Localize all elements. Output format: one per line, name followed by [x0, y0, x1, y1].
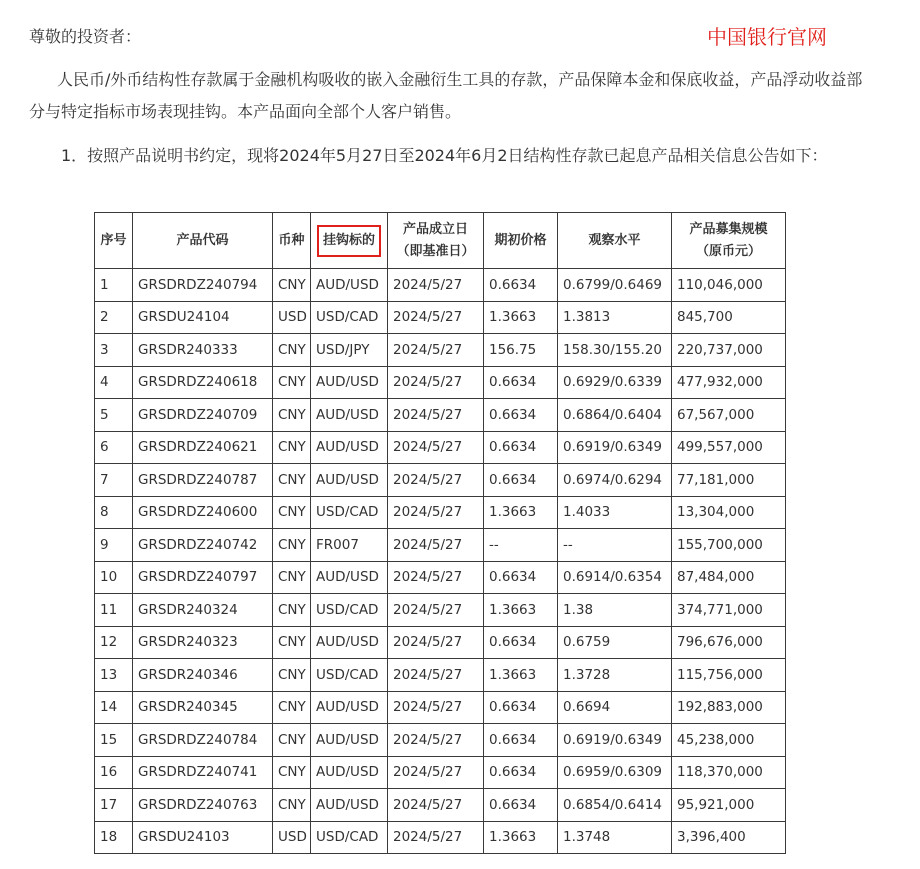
table-row — [95, 399, 786, 432]
table-body — [95, 269, 786, 854]
cell-underlying: USD/CAD — [311, 594, 388, 627]
cell-underlying: AUD/USD — [311, 269, 388, 302]
cell-underlying: AUD/USD — [311, 366, 388, 399]
table-row — [95, 334, 786, 367]
cell-scale: 110,046,000 — [672, 269, 786, 302]
cell-seq: 8 — [95, 496, 133, 529]
cell-initial-price: 0.6634 — [484, 431, 558, 464]
cell-seq: 5 — [95, 399, 133, 432]
cell-currency: CNY — [273, 756, 311, 789]
cell-initial-price: -- — [484, 529, 558, 562]
cell-observation: 0.6854/0.6414 — [558, 789, 672, 822]
cell-currency: CNY — [273, 366, 311, 399]
cell-scale: 845,700 — [672, 301, 786, 334]
cell-underlying: AUD/USD — [311, 399, 388, 432]
cell-observation: 0.6919/0.6349 — [558, 724, 672, 757]
cell-initial-price: 1.3663 — [484, 659, 558, 692]
cell-initial-price: 0.6634 — [484, 756, 558, 789]
cell-currency: CNY — [273, 431, 311, 464]
table-row — [95, 366, 786, 399]
cell-underlying: USD/JPY — [311, 334, 388, 367]
header-date-line2: （即基准日） — [396, 243, 475, 259]
cell-date: 2024/5/27 — [388, 594, 484, 627]
cell-code: GRSDU24104 — [133, 301, 273, 334]
cell-initial-price: 0.6634 — [484, 269, 558, 302]
header-currency: 币种 — [273, 213, 311, 269]
table-row — [95, 301, 786, 334]
cell-observation: 1.38 — [558, 594, 672, 627]
cell-observation: -- — [558, 529, 672, 562]
cell-code: GRSDRDZ240784 — [133, 724, 273, 757]
cell-date: 2024/5/27 — [388, 659, 484, 692]
greeting: 尊敬的投资者： — [29, 27, 142, 46]
cell-code: GRSDRDZ240787 — [133, 464, 273, 497]
cell-observation: 0.6694 — [558, 691, 672, 724]
header-scale-line1: 产品募集规模 — [689, 221, 768, 237]
header-scale-line2: （原币元） — [695, 243, 761, 259]
cell-observation: 158.30/155.20 — [558, 334, 672, 367]
header-code: 产品代码 — [133, 213, 273, 269]
cell-date: 2024/5/27 — [388, 269, 484, 302]
cell-underlying: AUD/USD — [311, 431, 388, 464]
cell-scale: 115,756,000 — [672, 659, 786, 692]
cell-scale: 3,396,400 — [672, 821, 786, 854]
cell-date: 2024/5/27 — [388, 399, 484, 432]
cell-date: 2024/5/27 — [388, 756, 484, 789]
cell-observation: 0.6864/0.6404 — [558, 399, 672, 432]
cell-initial-price: 1.3663 — [484, 496, 558, 529]
cell-currency: CNY — [273, 496, 311, 529]
cell-date: 2024/5/27 — [388, 691, 484, 724]
table-header-row — [95, 213, 786, 269]
cell-scale: 118,370,000 — [672, 756, 786, 789]
cell-observation: 0.6919/0.6349 — [558, 431, 672, 464]
cell-date: 2024/5/27 — [388, 561, 484, 594]
cell-currency: USD — [273, 821, 311, 854]
cell-code: GRSDR240333 — [133, 334, 273, 367]
cell-seq: 2 — [95, 301, 133, 334]
cell-observation: 0.6974/0.6294 — [558, 464, 672, 497]
notice-item-1: 1．按照产品说明书约定，现将2024年5月27日至2024年6月2日结构性存款已起息产品相关信息公告如下： — [61, 146, 828, 165]
cell-code: GRSDRDZ240741 — [133, 756, 273, 789]
cell-currency: CNY — [273, 269, 311, 302]
cell-underlying: AUD/USD — [311, 561, 388, 594]
header-seq: 序号 — [95, 213, 133, 269]
table-row — [95, 724, 786, 757]
table-row — [95, 594, 786, 627]
table-row — [95, 691, 786, 724]
cell-currency: CNY — [273, 659, 311, 692]
cell-seq: 13 — [95, 659, 133, 692]
cell-scale: 477,932,000 — [672, 366, 786, 399]
cell-currency: USD — [273, 301, 311, 334]
cell-underlying: AUD/USD — [311, 691, 388, 724]
highlight-box: 挂钩标的 — [317, 225, 381, 257]
cell-currency: CNY — [273, 691, 311, 724]
cell-code: GRSDRDZ240709 — [133, 399, 273, 432]
cell-date: 2024/5/27 — [388, 431, 484, 464]
cell-initial-price: 0.6634 — [484, 626, 558, 659]
header-observation: 观察水平 — [558, 213, 672, 269]
cell-date: 2024/5/27 — [388, 626, 484, 659]
cell-currency: CNY — [273, 561, 311, 594]
cell-initial-price: 0.6634 — [484, 724, 558, 757]
cell-date: 2024/5/27 — [388, 464, 484, 497]
header-underlying — [311, 213, 388, 269]
cell-currency: CNY — [273, 464, 311, 497]
cell-observation: 1.3728 — [558, 659, 672, 692]
cell-date: 2024/5/27 — [388, 789, 484, 822]
cell-scale: 67,567,000 — [672, 399, 786, 432]
cell-underlying: AUD/USD — [311, 789, 388, 822]
cell-initial-price: 156.75 — [484, 334, 558, 367]
cell-underlying: USD/CAD — [311, 301, 388, 334]
header-date-line1: 产品成立日 — [402, 221, 468, 237]
table-row — [95, 464, 786, 497]
cell-currency: CNY — [273, 334, 311, 367]
cell-seq: 16 — [95, 756, 133, 789]
cell-underlying: FR007 — [311, 529, 388, 562]
cell-date: 2024/5/27 — [388, 366, 484, 399]
cell-scale: 45,238,000 — [672, 724, 786, 757]
cell-date: 2024/5/27 — [388, 496, 484, 529]
cell-code: GRSDR240345 — [133, 691, 273, 724]
cell-code: GRSDR240324 — [133, 594, 273, 627]
table-row — [95, 269, 786, 302]
cell-seq: 17 — [95, 789, 133, 822]
cell-code: GRSDRDZ240794 — [133, 269, 273, 302]
cell-code: GRSDRDZ240742 — [133, 529, 273, 562]
cell-seq: 18 — [95, 821, 133, 854]
cell-observation: 1.3748 — [558, 821, 672, 854]
cell-scale: 796,676,000 — [672, 626, 786, 659]
header-initial-price: 期初价格 — [484, 213, 558, 269]
cell-underlying: AUD/USD — [311, 756, 388, 789]
table-row — [95, 659, 786, 692]
cell-observation: 1.3813 — [558, 301, 672, 334]
cell-seq: 15 — [95, 724, 133, 757]
cell-code: GRSDRDZ240618 — [133, 366, 273, 399]
cell-observation: 0.6959/0.6309 — [558, 756, 672, 789]
cell-currency: CNY — [273, 724, 311, 757]
table-row — [95, 496, 786, 529]
cell-seq: 3 — [95, 334, 133, 367]
cell-initial-price: 0.6634 — [484, 691, 558, 724]
cell-code: GRSDRDZ240621 — [133, 431, 273, 464]
cell-seq: 6 — [95, 431, 133, 464]
cell-observation: 0.6799/0.6469 — [558, 269, 672, 302]
cell-scale: 13,304,000 — [672, 496, 786, 529]
cell-currency: CNY — [273, 399, 311, 432]
cell-date: 2024/5/27 — [388, 821, 484, 854]
cell-date: 2024/5/27 — [388, 301, 484, 334]
cell-date: 2024/5/27 — [388, 334, 484, 367]
cell-underlying: USD/CAD — [311, 659, 388, 692]
cell-initial-price: 1.3663 — [484, 301, 558, 334]
cell-initial-price: 0.6634 — [484, 399, 558, 432]
cell-initial-price: 0.6634 — [484, 366, 558, 399]
cell-scale: 95,921,000 — [672, 789, 786, 822]
cell-scale: 77,181,000 — [672, 464, 786, 497]
table-row — [95, 529, 786, 562]
cell-underlying: USD/CAD — [311, 496, 388, 529]
product-table — [94, 212, 786, 854]
cell-initial-price: 1.3663 — [484, 821, 558, 854]
cell-initial-price: 1.3663 — [484, 594, 558, 627]
cell-underlying: AUD/USD — [311, 464, 388, 497]
cell-seq: 14 — [95, 691, 133, 724]
cell-code: GRSDU24103 — [133, 821, 273, 854]
cell-code: GRSDR240346 — [133, 659, 273, 692]
cell-seq: 7 — [95, 464, 133, 497]
cell-underlying: AUD/USD — [311, 724, 388, 757]
table-row — [95, 431, 786, 464]
cell-initial-price: 0.6634 — [484, 561, 558, 594]
cell-date: 2024/5/27 — [388, 529, 484, 562]
cell-scale: 220,737,000 — [672, 334, 786, 367]
table-row — [95, 756, 786, 789]
cell-underlying: USD/CAD — [311, 821, 388, 854]
cell-currency: CNY — [273, 529, 311, 562]
cell-code: GRSDR240323 — [133, 626, 273, 659]
cell-date: 2024/5/27 — [388, 724, 484, 757]
cell-seq: 10 — [95, 561, 133, 594]
cell-seq: 11 — [95, 594, 133, 627]
brand-watermark: 中国银行官网 — [707, 25, 827, 49]
cell-currency: CNY — [273, 789, 311, 822]
cell-seq: 12 — [95, 626, 133, 659]
header-date — [388, 213, 484, 269]
table-row — [95, 789, 786, 822]
header-scale — [672, 213, 786, 269]
cell-code: GRSDRDZ240797 — [133, 561, 273, 594]
cell-currency: CNY — [273, 626, 311, 659]
cell-seq: 4 — [95, 366, 133, 399]
cell-scale: 192,883,000 — [672, 691, 786, 724]
cell-scale: 374,771,000 — [672, 594, 786, 627]
cell-initial-price: 0.6634 — [484, 789, 558, 822]
cell-observation: 0.6759 — [558, 626, 672, 659]
cell-observation: 0.6914/0.6354 — [558, 561, 672, 594]
cell-currency: CNY — [273, 594, 311, 627]
table-row — [95, 561, 786, 594]
table-row — [95, 821, 786, 854]
cell-scale: 499,557,000 — [672, 431, 786, 464]
cell-observation: 0.6929/0.6339 — [558, 366, 672, 399]
cell-observation: 1.4033 — [558, 496, 672, 529]
cell-scale: 155,700,000 — [672, 529, 786, 562]
cell-seq: 1 — [95, 269, 133, 302]
cell-seq: 9 — [95, 529, 133, 562]
cell-initial-price: 0.6634 — [484, 464, 558, 497]
cell-underlying: AUD/USD — [311, 626, 388, 659]
table-row — [95, 626, 786, 659]
intro-paragraph: 人民币/外币结构性存款属于金融机构吸收的嵌入金融衍生工具的存款，产品保障本金和保底收益，产品浮动收益部分与特定指标市场表现挂钩。本产品面向全部个人客户销售。 — [29, 70, 863, 121]
cell-code: GRSDRDZ240600 — [133, 496, 273, 529]
cell-scale: 87,484,000 — [672, 561, 786, 594]
cell-code: GRSDRDZ240763 — [133, 789, 273, 822]
